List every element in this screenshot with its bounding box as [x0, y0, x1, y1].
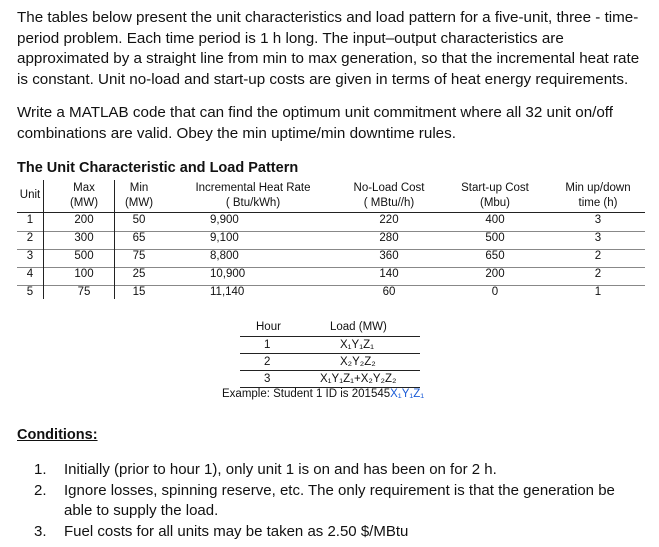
- header-ihr-line2: ( Btu/kWh): [225, 197, 281, 209]
- conditions-list: [34, 460, 644, 542]
- cell-min: 15: [132, 286, 146, 298]
- list-item: [34, 460, 644, 481]
- header-noload: [343, 181, 435, 211]
- table-row: [17, 250, 645, 268]
- header-min-line2: (MW): [124, 197, 154, 209]
- load-hour-2: 2: [264, 356, 271, 368]
- cell-ihr: 11,140: [210, 286, 245, 298]
- header-noload-line1: No-Load Cost: [353, 182, 425, 194]
- load-table-rule: [240, 370, 420, 371]
- cell-updown: 3: [594, 214, 602, 226]
- header-unit: Unit: [19, 189, 41, 201]
- header-max-line1: Max: [73, 182, 95, 194]
- cell-min: 75: [132, 250, 146, 262]
- intro-paragraph-1: The tables below present the unit characteristics and load pattern for a five-unit, three - time-period problem. Each time period is 1 h long. The input–output characteristics are approximated by a straight line from min to max generation, so that the incremental heat rate is constant. Unit no-load and start-up costs are given in terms of heat energy requirements.: [17, 9, 640, 88]
- cell-startup: 650: [485, 250, 505, 262]
- header-updown-line2: time (h): [578, 197, 618, 209]
- header-min-line1: Min: [129, 182, 149, 194]
- cell-noload: 280: [379, 232, 399, 244]
- list-item: [34, 481, 644, 522]
- header-load: Load (MW): [330, 321, 387, 333]
- cell-unit: 4: [26, 268, 34, 280]
- load-value-3: X₁Y₁Z₁+X₂Y₂Z₂: [320, 373, 397, 385]
- cell-max: 300: [74, 232, 94, 244]
- table-row: [17, 268, 645, 286]
- cell-unit: 1: [26, 214, 34, 226]
- list-item-number: 1.: [34, 461, 47, 478]
- load-table-rule: [240, 336, 420, 337]
- cell-noload: 360: [379, 250, 399, 262]
- cell-max: 500: [74, 250, 94, 262]
- cell-max: 75: [77, 286, 91, 298]
- header-hour: Hour: [256, 321, 281, 333]
- header-startup-line2: (Mbu): [479, 197, 511, 209]
- column-divider: [114, 180, 115, 299]
- cell-updown: 1: [594, 286, 602, 298]
- cell-max: 100: [74, 268, 94, 280]
- header-noload-line2: ( MBtu//h): [363, 197, 415, 209]
- unit-table-header: [17, 180, 645, 213]
- list-item-number: 2.: [34, 481, 47, 499]
- cell-ihr: 10,900: [210, 268, 246, 280]
- cell-min: 65: [132, 232, 146, 244]
- cell-startup: 400: [485, 214, 505, 226]
- cell-min: 25: [132, 268, 146, 280]
- cell-noload: 220: [379, 214, 399, 226]
- table-row: [17, 214, 645, 232]
- cell-min: 50: [132, 214, 146, 226]
- header-min: [114, 181, 164, 211]
- cell-ihr: 9,100: [210, 232, 239, 244]
- list-item: [34, 522, 644, 543]
- header-startup-line1: Start-up Cost: [461, 182, 529, 194]
- cell-unit: 3: [26, 250, 34, 262]
- cell-updown: 2: [594, 250, 602, 262]
- cell-unit: 2: [26, 232, 34, 244]
- load-table-rule: [240, 353, 420, 354]
- list-item-text: Ignore losses, spinning reserve, etc. The only requirement is that the generation be able to supply the load.: [64, 481, 615, 519]
- cell-startup: 200: [485, 268, 505, 280]
- cell-updown: 2: [594, 268, 602, 280]
- header-ihr-line1: Incremental Heat Rate: [195, 182, 311, 194]
- cell-max: 200: [74, 214, 94, 226]
- list-item-number: 3.: [34, 522, 47, 540]
- load-hour-1: 1: [264, 339, 271, 351]
- example-prefix: Example: Student 1 ID is 201545: [222, 388, 391, 400]
- cell-ihr: 8,800: [210, 250, 239, 262]
- cell-updown: 3: [594, 232, 602, 244]
- example-highlight: X₁Y₁Z₁: [390, 388, 425, 400]
- cell-noload: 140: [379, 268, 399, 280]
- intro-paragraph-2: Write a MATLAB code that can find the optimum unit commitment where all 32 unit on/off combinations are valid. Obey the min uptime/min downtime rules.: [17, 104, 613, 142]
- table-row: [17, 286, 645, 303]
- header-updown: [551, 181, 645, 211]
- table-row: [17, 232, 645, 250]
- unit-table-title: The Unit Characteristic and Load Pattern: [17, 160, 299, 176]
- header-max-line2: (MW): [69, 197, 99, 209]
- header-ihr: [182, 181, 324, 211]
- cell-startup: 0: [491, 286, 499, 298]
- cell-noload: 60: [382, 286, 396, 298]
- conditions-title: Conditions:: [17, 427, 98, 443]
- header-updown-line1: Min up/down: [565, 182, 631, 194]
- cell-startup: 500: [485, 232, 505, 244]
- load-value-2: X₂Y₂Z₂: [340, 356, 376, 368]
- header-max: [60, 181, 108, 211]
- column-divider: [43, 180, 44, 299]
- cell-ihr: 9,900: [210, 214, 239, 226]
- load-hour-3: 3: [264, 373, 271, 385]
- header-startup: [448, 181, 542, 211]
- list-item-text: Fuel costs for all units may be taken as 2.50 $/MBtu: [64, 522, 409, 540]
- example-line: [222, 388, 424, 400]
- cell-unit: 5: [26, 286, 34, 298]
- list-item-text: Initially (prior to hour 1), only unit 1 is on and has been on for 2 h.: [64, 461, 497, 478]
- load-value-1: X₁Y₁Z₁: [340, 339, 375, 351]
